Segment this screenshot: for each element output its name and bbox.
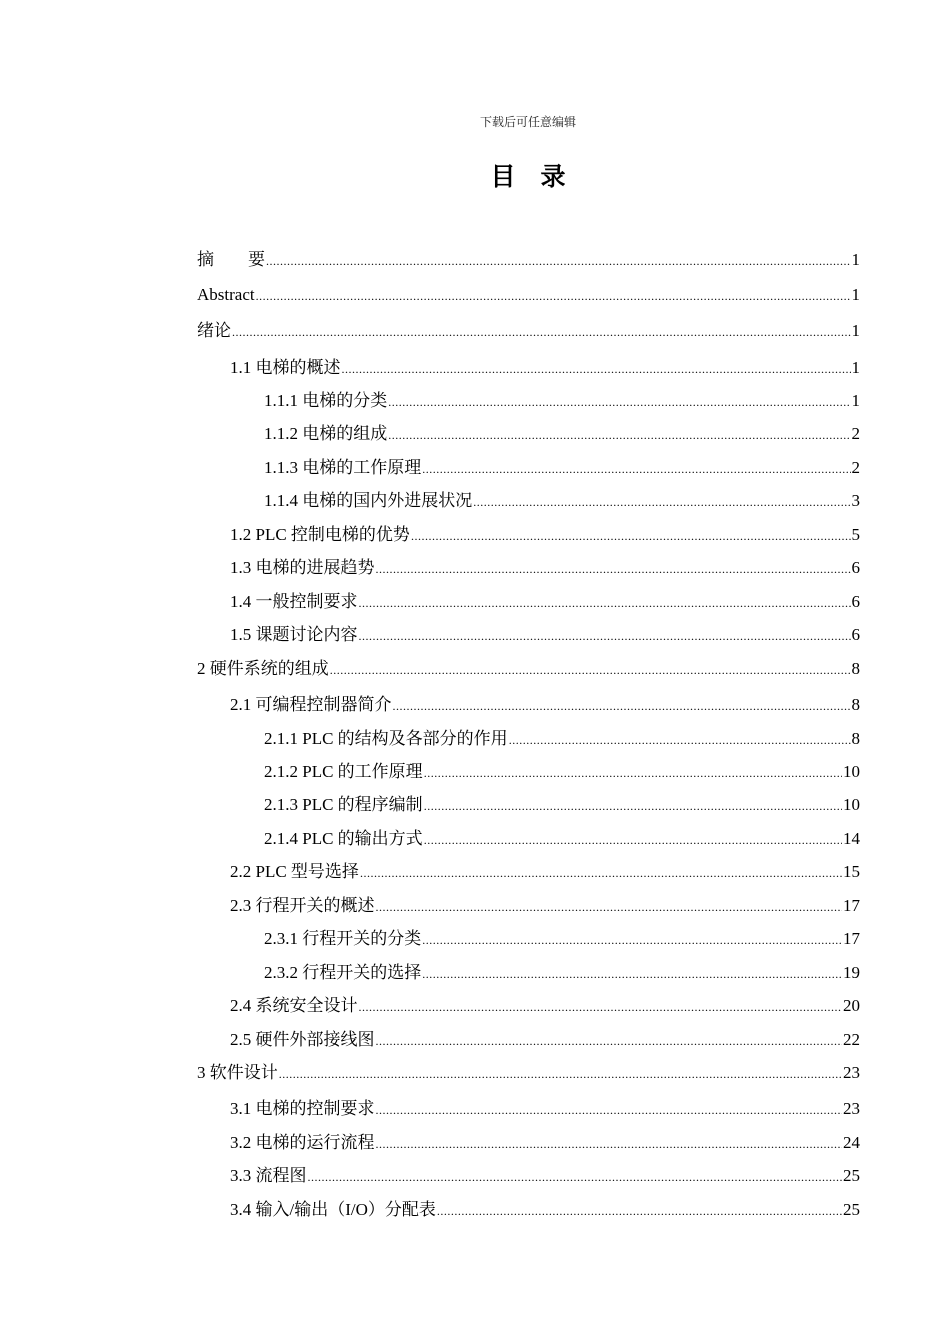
toc-entry-page: 3 [851,491,860,510]
toc-entry[interactable] [230,523,860,547]
toc-entry-page: 1 [851,391,860,410]
toc-leader-dots [422,962,842,986]
toc-leader-dots [308,1165,843,1189]
toc-leader-dots [393,694,851,718]
toc-entry-title: 2.4 系统安全设计 [230,996,358,1015]
toc-entry-page: 22 [843,1030,860,1049]
toc-entry-title: 2.3.1 行程开关的分类 [264,929,422,948]
toc-entry-title: 3.1 电梯的控制要求 [230,1099,375,1118]
toc-entry[interactable] [264,793,860,817]
toc-entry-page: 1 [851,358,860,377]
toc-leader-dots [256,284,851,308]
toc-entry-page: 2 [851,458,860,477]
toc-entry-page: 6 [851,558,860,577]
toc-entry-title: 1.1 电梯的概述 [230,358,341,377]
page-title: 目 录 [490,164,566,191]
toc-entry-page: 15 [843,862,860,881]
toc-entry[interactable] [230,994,860,1018]
toc-entry[interactable] [230,1198,860,1222]
toc-leader-dots [422,928,842,952]
toc-leader-dots [232,320,851,344]
toc-entry-title: 1.1.3 电梯的工作原理 [264,458,422,477]
header-note: 下载后可任意编辑 [479,115,576,129]
toc-entry-page: 6 [851,592,860,611]
toc-entry[interactable] [230,1131,860,1155]
toc-entry[interactable] [230,556,860,580]
toc-entry-title: 1.3 电梯的进展趋势 [230,558,375,577]
toc-leader-dots [342,357,851,381]
toc-entry-title: 3.3 流程图 [230,1166,307,1185]
toc-entry-page: 5 [851,525,860,544]
toc-entry-title: 1.2 PLC 控制电梯的优势 [230,525,410,544]
toc-leader-dots [473,490,850,514]
toc-entry-page: 17 [843,896,860,915]
toc-entry-page: 8 [851,695,860,714]
toc-leader-dots [388,423,850,447]
toc-entry[interactable] [264,760,860,784]
toc-entry-title: 1.4 一般控制要求 [230,592,358,611]
toc-entry-page: 10 [843,795,860,814]
toc-entry-title: 1.1.4 电梯的国内外进展状况 [264,491,473,510]
toc-entry-title: Abstract [197,285,255,304]
toc-entry[interactable] [264,389,860,413]
toc-entry-title: 2 硬件系统的组成 [197,659,329,678]
toc-entry-title: 2.1.1 PLC 的结构及各部分的作用 [264,729,508,748]
toc-entry-page: 17 [843,929,860,948]
toc-entry[interactable] [197,319,860,343]
toc-entry-page: 19 [843,963,860,982]
toc-leader-dots [376,1098,843,1122]
toc-entry-page: 23 [843,1063,860,1082]
toc-entry[interactable] [230,590,860,614]
toc-entry-title: 1.1.2 电梯的组成 [264,424,388,443]
toc-entry[interactable] [264,961,860,985]
toc-leader-dots [422,457,850,481]
toc-entry-title: 3.2 电梯的运行流程 [230,1133,375,1152]
toc-entry-page: 20 [843,996,860,1015]
toc-leader-dots [424,794,842,818]
toc-leader-dots [424,761,842,785]
toc-leader-dots [360,861,842,885]
toc-leader-dots [359,591,851,615]
toc-entry[interactable] [230,1028,860,1052]
toc-entry[interactable] [197,1061,860,1085]
toc-entry-title: 2.2 PLC 型号选择 [230,862,359,881]
toc-leader-dots [359,624,851,648]
toc-entry-title: 2.1 可编程控制器简介 [230,695,392,714]
toc-entry-title: 1.1.1 电梯的分类 [264,391,388,410]
toc-entry-title: 2.3.2 行程开关的选择 [264,963,422,982]
toc-leader-dots [376,557,851,581]
toc-entry[interactable] [230,356,860,380]
toc-entry-page: 8 [851,659,860,678]
toc-leader-dots [266,249,851,273]
toc-entry-page: 14 [843,829,860,848]
toc-entry-page: 24 [843,1133,860,1152]
toc-entry[interactable] [230,894,860,918]
toc-entry-page: 25 [843,1166,860,1185]
toc-leader-dots [330,658,851,682]
toc-entry[interactable] [264,489,860,513]
toc-entry[interactable] [230,860,860,884]
toc-entry[interactable] [264,422,860,446]
toc-entry-title: 绪论 [197,321,231,340]
toc-entry-page: 25 [843,1200,860,1219]
toc-leader-dots [509,728,851,752]
toc-entry-page: 6 [851,625,860,644]
toc-leader-dots [376,895,843,919]
toc-entry-page: 1 [851,321,860,340]
toc-entry-page: 8 [851,729,860,748]
toc-leader-dots [388,390,850,414]
toc-entry-title: 摘 要 [197,250,265,269]
toc-entry-title: 3 软件设计 [197,1063,278,1082]
toc-leader-dots [376,1132,843,1156]
toc-entry-page: 23 [843,1099,860,1118]
toc-entry[interactable] [264,827,860,851]
toc-entry[interactable] [230,693,860,717]
toc-entry-page: 1 [851,250,860,269]
toc-leader-dots [376,1029,843,1053]
toc-leader-dots [359,995,843,1019]
toc-entry[interactable] [264,927,860,951]
toc-entry[interactable] [197,283,860,307]
toc-entry-title: 1.5 课题讨论内容 [230,625,358,644]
toc-entry-title: 2.1.3 PLC 的程序编制 [264,795,423,814]
toc-leader-dots [411,524,851,548]
toc-entry[interactable] [230,1164,860,1188]
toc-entry-page: 1 [851,285,860,304]
toc-entry[interactable] [264,456,860,480]
toc-entry-title: 2.1.4 PLC 的输出方式 [264,829,423,848]
toc-leader-dots [279,1062,842,1086]
toc-entry[interactable] [264,727,860,751]
toc-leader-dots [424,828,842,852]
toc-entry-title: 2.3 行程开关的概述 [230,896,375,915]
toc-entry-page: 2 [851,424,860,443]
toc-entry-title: 2.5 硬件外部接线图 [230,1030,375,1049]
toc-entry[interactable] [230,1097,860,1121]
toc-entry-title: 3.4 输入/输出（I/O）分配表 [230,1200,436,1219]
toc-entry[interactable] [230,623,860,647]
toc-entry-page: 10 [843,762,860,781]
toc-entry[interactable] [197,657,860,681]
toc-entry[interactable] [197,248,860,272]
toc-leader-dots [437,1199,842,1223]
toc-entry-title: 2.1.2 PLC 的工作原理 [264,762,423,781]
